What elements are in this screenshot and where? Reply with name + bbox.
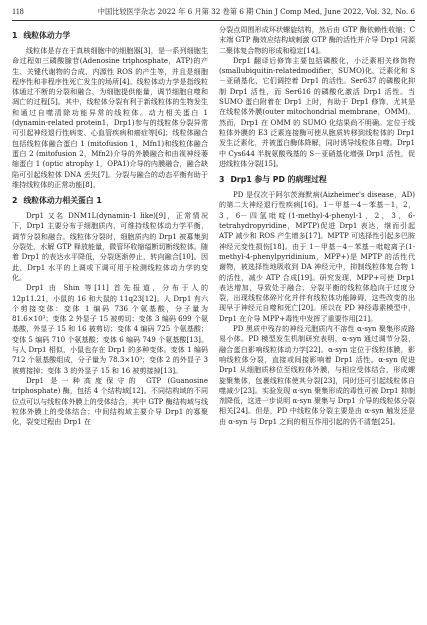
- section-number: 2: [12, 196, 18, 206]
- page-number: 118: [12, 7, 24, 16]
- paragraph: 线粒体是存在于真核细胞中的细胞器[3]，是一系列细胞生命过程如三磷酸腺苷(Adenosine triphosphate，ATP)的产生、关键代谢物的合成、内源性 ROS 的产生等，并且是细胞程序性和非程序性死亡发生的场所[4]。线粒体动力学是指线粒体通过不断的分裂和融合，为细胞提供能量，调节细胞自噬和凋亡的过程[5]。其中，线粒体分裂有利于新线粒体的生物发生和通过自噬清除功能异常的线粒体。动力相关蛋白 1 (dynamin-related protein1，Drp1)参与的线粒体分裂异常可引起神经退行性病变、心血管疾病和癌症等[6]；线粒体融合包括线粒体融合蛋白 1 (mitofusion 1，Mfn1)和线粒体融合蛋白 2 (mitofusion 2，Mfn2)介导的外膜融合和由视神经萎缩蛋白 1 (optic atrophy 1，OPA1)介导的内膜融合，融合缺陷可引起线粒体 DNA 丢失[7]。分裂与融合的动态平衡有助于维持线粒体的正常功能[8]。: [12, 46, 208, 189]
- section-title: 线粒体动力学: [23, 31, 71, 40]
- section-title: Drp1 参与 PD 的病理过程: [230, 175, 327, 185]
- section-number: 3: [219, 175, 225, 185]
- paragraph: Drp1 由 Shin 等[11] 首先报道，分布于人的12p11.21，小鼠的 16 和大鼠的 11q23[12]。人 Drp1 有六个剪接变体：变体 1 编码 736 个氨基酸，分子量为 81.6×10³；变体 2 外显子 15 被剪切；变体 3 编码 699 个氨基酸，外显子 15 和 16 被剪切；变体 4 编码 725 个氨基酸；变体 5 编码 710 个氨基酸；变体 6 编码 749 个氨基酸[13]。与人 Drp1 相似，小鼠也存在 Drp1 的多种变体。变体 1 编码 712 个氨基酸组成，分子量为 78.3×10³；变体 2 的外显子 3 被剪接掉；变体 3 的外显子 15 和 16 被剪接掉[13]。: [12, 283, 208, 375]
- header-rule: [12, 20, 415, 21]
- section-heading: [219, 174, 415, 185]
- section-number: 1: [12, 31, 18, 40]
- paragraph: PD 是仅次于阿尔茨海默病(Aizheimer's disease，AD)的第二大神经退行性疾病[16]。1－甲基－4－苯基－1，2，3，6－四氢吡啶(1-methyl-4-phenyl-1，2，3，6-tetrahydropyridine，MPTP)促进 Drp1 表达，继而引起 ATP 减少和 ROS 产生增多[17]。MPTP 可选择性引起多巴胺神经元变性损伤[18]。由于 1－甲基－4－苯基－吡啶离子(1-methyl-4-phenylpyridinium，MPP+)是 MPTP 的活性代谢物，被选择性地吸收到 DA 神经元中，抑制线粒体复合物 1 的活性，减少 ATP 合成[19]。研究发现，MPP+可使 Drp1 表达增加，导致处于融合、分裂平衡的线粒体趋向于过度分裂，出现线粒体碎片化并伴有线粒体功能障碍，这些改变的出现早于神经元自噬和死亡[20]。所以在 PD 神经毒素模型中，Drp1 在介导 MPP+毒性中发挥了重要作用[21]。: [219, 190, 415, 323]
- section-title: 线粒体动力相关蛋白 1: [23, 196, 102, 206]
- paragraph: 分裂点周围形成环状螺旋结构，然后由 GTP 酶依赖性收缩；C 末端 GTP 酶效应结构域刺激 GTP 酶的活性并介导 Drp1 同源二聚体复合物的形成和稳定[14]。: [219, 25, 415, 55]
- section: [219, 174, 415, 427]
- section-heading: [12, 30, 208, 41]
- left-column: [12, 25, 208, 427]
- paragraph: Drp1 是一种高度保守的 GTP (Guanosine triphosphate) 酶，包括 4 个结构域[12]。不同结构域的不同位点可以与线粒体外膜上的受体结合，其中 GTP 酶结构域与线粒体外膜上的受体结合；中间结构域主要介导 Drp1 的寡聚化，裂变过程由 Drp1 在: [12, 375, 208, 427]
- paragraph: PD 黑质中残存的神经元胞质内不溶性 α-syn 聚集形成路易小体。PD 模型发生机制研究表明，α-syn 通过调节分裂，融合蛋白影响线粒体动力学[22]。α-syn 定位于线粒体膜，影响线粒体分裂，直接或间接影响着 Drp1 活性。α-syn 促进 Drp1 从细胞质移位至线粒体外膜，与相应受体结合，形成螺旋聚集体，包裹线粒体使其分裂[23]，同时还可引起线粒体自噬减少[23]。实验发现 α-syn 聚集形成的毒性可被 Drp1 抑制剂降低，这进一步说明 α-syn 聚集与 Drp1 介导的线粒体分裂相关[24]。但是，PD 中线粒体分裂主要是由 α-syn 触发还是由 α-syn 与 Drp1 之间的相互作用引起的仍不清楚[25]。: [219, 324, 415, 426]
- running-header: [12, 7, 415, 19]
- section: [12, 195, 208, 427]
- paragraph: Drp1 又名 DNM1L(dynamin-1 like)[9]，正常情况下，Drp1 主要分布于细胞质内，可维持线粒体动力学平衡，调节分裂和融合。线粒体分裂时，细胞质内的 Drp1 被募集到分裂处，水解 GTP 释放能量，微管环收缩缢断切断线粒体。随着 Drp1 的表达水平降低，分裂逐渐停止，转向融合[10]。因此，Drp1 水平的上调或下调可用于检测线粒体动力学的变化。: [12, 211, 208, 282]
- journal-citation: 中国比较医学杂志 2022 年 6 月第 32 卷第 6 期 Chin J Comp Med, June 2022, Vol. 32, No. 6: [97, 7, 415, 16]
- section: [12, 30, 208, 190]
- section-heading: [12, 195, 208, 206]
- right-column: [219, 25, 415, 427]
- paragraph: Drp1 翻译后修饰主要包括磷酸化，小泛素相关修饰物(smallubiquitin-relatedmodifier，SUMO)化，泛素化和 S－亚硝基化，它们调控着 Drp1 的活性。Ser637 的磷酸化抑制 Drp1 活性，而 Ser616 的磷酸化激活 Drp1 活性。当 SUMO 蛋白附着在 Drp1 上时，有助于 Drp1 修饰，尤其是在线粒体外膜(outer mitochondrial membrane，OMM)。然而，Drp1 在 OMM 的 SUMO 化结果尚不明确。定位于线粒体外膜的 E3 泛素连接酶可使从胞质转移到线粒体的 Drp1 发生泛素化，并被蛋白酶体降解，同时诱导线粒体自噬。Drp1 中 Cys644 半胱氨酸残基的 S－亚硝基化增强 Drp1 活性，促进线粒体分裂[15]。: [219, 55, 415, 168]
